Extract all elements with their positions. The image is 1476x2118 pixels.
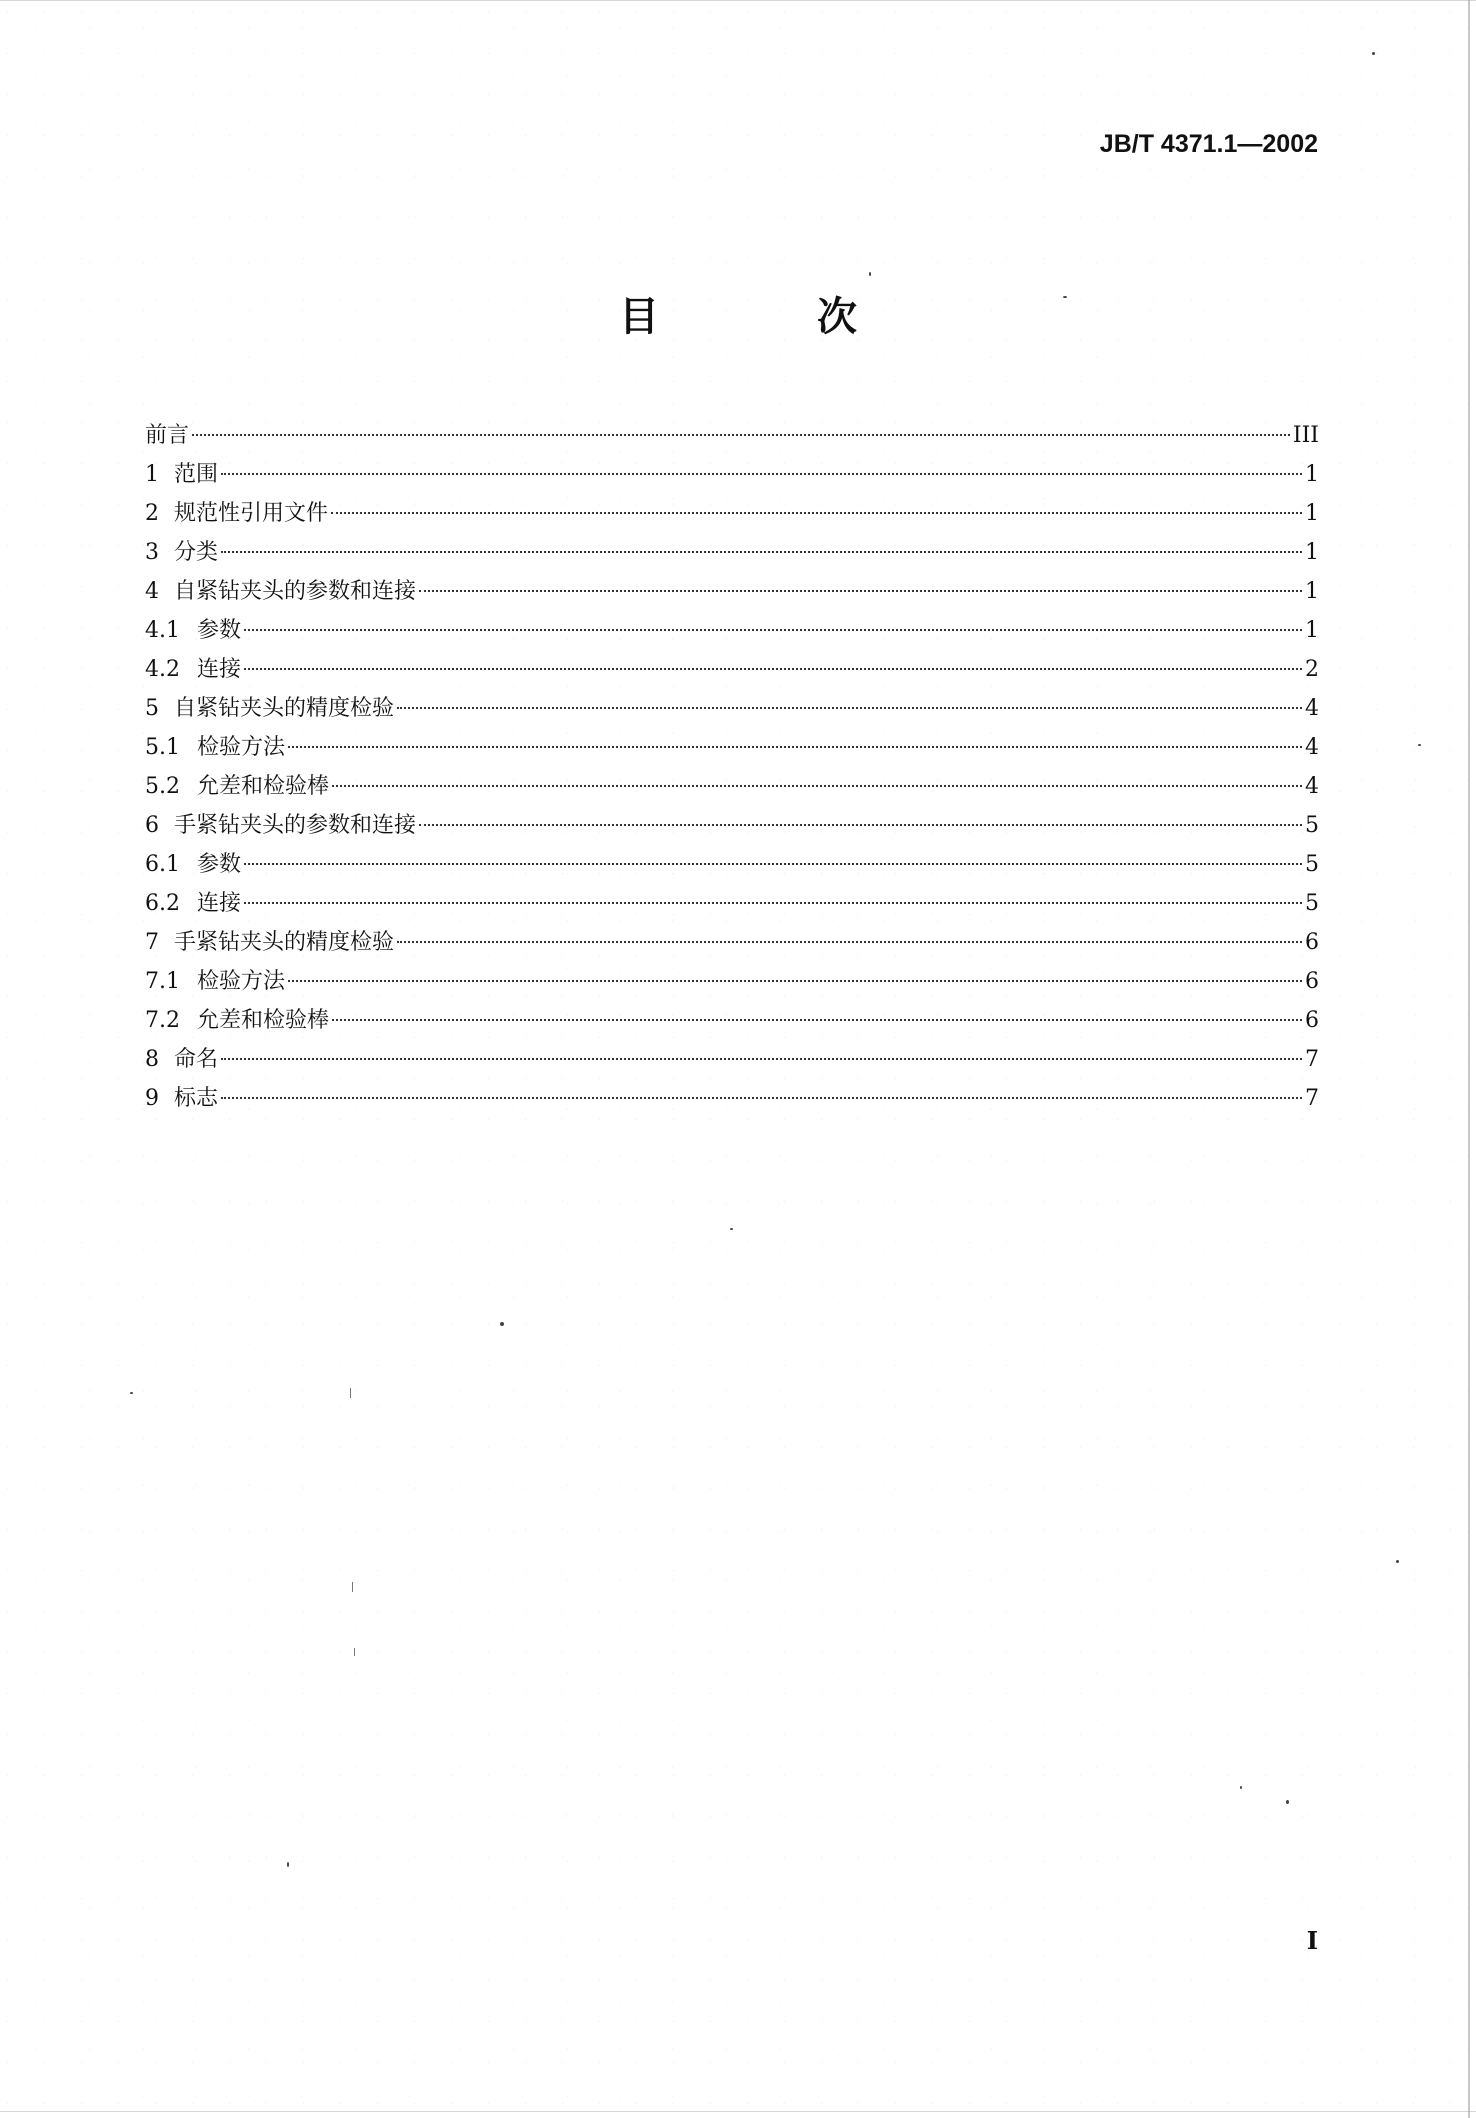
toc-entry-number: 4.2 <box>145 657 180 682</box>
toc-entry-page: 1 <box>1305 501 1319 526</box>
toc-dot-leader <box>192 434 1290 436</box>
document-number: JB/T 4371.1—2002 <box>1099 130 1318 158</box>
scan-speck <box>1240 1786 1242 1789</box>
toc-entry-page: 1 <box>1305 540 1319 565</box>
toc-entry-number: 5.2 <box>145 774 180 799</box>
scan-edge-bottom <box>0 2111 1476 2112</box>
toc-entry-page: 4 <box>1305 735 1319 760</box>
toc-entry-label: 检验方法 <box>197 969 286 994</box>
scan-speck <box>1063 296 1067 298</box>
toc-entry-label: 前言 <box>145 423 190 448</box>
toc-entry-label: 标志 <box>174 1086 219 1111</box>
toc-dot-leader <box>244 668 1302 670</box>
toc-entry-page: 4 <box>1305 696 1319 721</box>
toc-entry-label: 手紧钻夹头的参数和连接 <box>174 813 417 838</box>
toc-dot-leader <box>419 824 1302 826</box>
toc-dot-leader <box>221 473 1302 475</box>
scan-speck <box>352 1582 353 1592</box>
toc-dot-leader <box>288 746 1302 748</box>
toc-entry-label: 范围 <box>174 462 219 487</box>
toc-entry-label: 参数 <box>197 852 242 877</box>
toc-entry <box>145 845 1319 884</box>
toc-entry-page: 1 <box>1305 618 1319 643</box>
toc-entry <box>145 494 1319 533</box>
toc-entry <box>145 611 1319 650</box>
toc-entry-number: 1 <box>145 462 159 487</box>
toc-entry-label: 允差和检验棒 <box>197 1008 330 1033</box>
scan-edge-top <box>0 0 1476 1</box>
toc-dot-leader <box>221 1058 1302 1060</box>
toc-entry-page: 5 <box>1305 891 1319 916</box>
toc-entry-label: 检验方法 <box>197 735 286 760</box>
scan-speck <box>1372 52 1375 55</box>
toc-entry <box>145 572 1319 611</box>
toc-entry-label: 允差和检验棒 <box>197 774 330 799</box>
toc-dot-leader <box>331 512 1302 514</box>
toc-dot-leader <box>332 1019 1302 1021</box>
toc-entry-label: 连接 <box>197 657 242 682</box>
toc-entry-page: 7 <box>1305 1047 1319 1072</box>
toc-entry-label: 自紧钻夹头的参数和连接 <box>174 579 417 604</box>
toc-entry <box>145 728 1319 767</box>
scan-speck <box>869 272 871 276</box>
toc-entry-number: 6.2 <box>145 891 180 916</box>
toc-entry-label: 命名 <box>174 1047 219 1072</box>
toc-dot-leader <box>221 551 1302 553</box>
toc-entry <box>145 806 1319 845</box>
toc-entry <box>145 1001 1319 1040</box>
toc-dot-leader <box>332 785 1302 787</box>
toc-entry-number: 3 <box>145 540 159 565</box>
toc-dot-leader <box>288 980 1302 982</box>
toc-entry-page: 5 <box>1305 852 1319 877</box>
toc-entry-page: 4 <box>1305 774 1319 799</box>
page-number: I <box>1306 1926 1318 1955</box>
toc-entry-label: 手紧钻夹头的精度检验 <box>174 930 395 955</box>
toc-entry-label: 自紧钻夹头的精度检验 <box>174 696 395 721</box>
toc-entry-page: 1 <box>1305 579 1319 604</box>
toc-entry-label: 参数 <box>197 618 242 643</box>
toc-dot-leader <box>397 707 1302 709</box>
toc-entry <box>145 650 1319 689</box>
toc-entry <box>145 455 1319 494</box>
toc-entry-number: 7 <box>145 930 159 955</box>
toc-entry <box>145 416 1319 455</box>
table-of-contents <box>145 416 1319 1118</box>
toc-entry-number: 2 <box>145 501 159 526</box>
toc-entry-number: 4.1 <box>145 618 180 643</box>
toc-entry-number: 7.2 <box>145 1008 180 1033</box>
toc-entry-number: 6.1 <box>145 852 180 877</box>
scan-speck <box>1418 744 1421 746</box>
toc-dot-leader <box>244 902 1302 904</box>
toc-entry <box>145 767 1319 806</box>
toc-entry-number: 5.1 <box>145 735 180 760</box>
toc-entry-label: 分类 <box>174 540 219 565</box>
toc-dot-leader <box>244 629 1302 631</box>
scan-speck <box>130 1392 133 1394</box>
toc-entry <box>145 923 1319 962</box>
toc-entry <box>145 533 1319 572</box>
toc-entry-page: III <box>1292 423 1319 448</box>
toc-entry-number: 7.1 <box>145 969 180 994</box>
toc-entry <box>145 1040 1319 1079</box>
toc-entry-number: 4 <box>145 579 159 604</box>
toc-entry-page: 6 <box>1305 930 1319 955</box>
toc-entry-number: 8 <box>145 1047 159 1072</box>
scan-speck <box>730 1228 733 1230</box>
toc-dot-leader <box>419 590 1302 592</box>
scan-speck <box>500 1322 504 1326</box>
toc-entry-page: 5 <box>1305 813 1319 838</box>
toc-entry-number: 5 <box>145 696 159 721</box>
toc-entry-page: 6 <box>1305 1008 1319 1033</box>
toc-entry-label: 连接 <box>197 891 242 916</box>
toc-entry <box>145 962 1319 1001</box>
toc-entry-label: 规范性引用文件 <box>174 501 329 526</box>
page-title: 目 次 <box>619 294 929 340</box>
toc-dot-leader <box>221 1097 1302 1099</box>
toc-entry-page: 1 <box>1305 462 1319 487</box>
toc-entry-page: 6 <box>1305 969 1319 994</box>
scan-speck <box>354 1648 355 1656</box>
scan-speck <box>1396 1560 1399 1563</box>
toc-dot-leader <box>244 863 1302 865</box>
toc-entry <box>145 884 1319 923</box>
toc-entry-page: 2 <box>1305 657 1319 682</box>
toc-entry-number: 6 <box>145 813 159 838</box>
scan-speck <box>1286 1800 1289 1804</box>
toc-entry <box>145 1079 1319 1118</box>
toc-dot-leader <box>397 941 1302 943</box>
toc-entry <box>145 689 1319 728</box>
toc-entry-number: 9 <box>145 1086 159 1111</box>
scan-speck <box>287 1862 289 1867</box>
scan-speck <box>350 1388 351 1398</box>
toc-entry-page: 7 <box>1305 1086 1319 1111</box>
